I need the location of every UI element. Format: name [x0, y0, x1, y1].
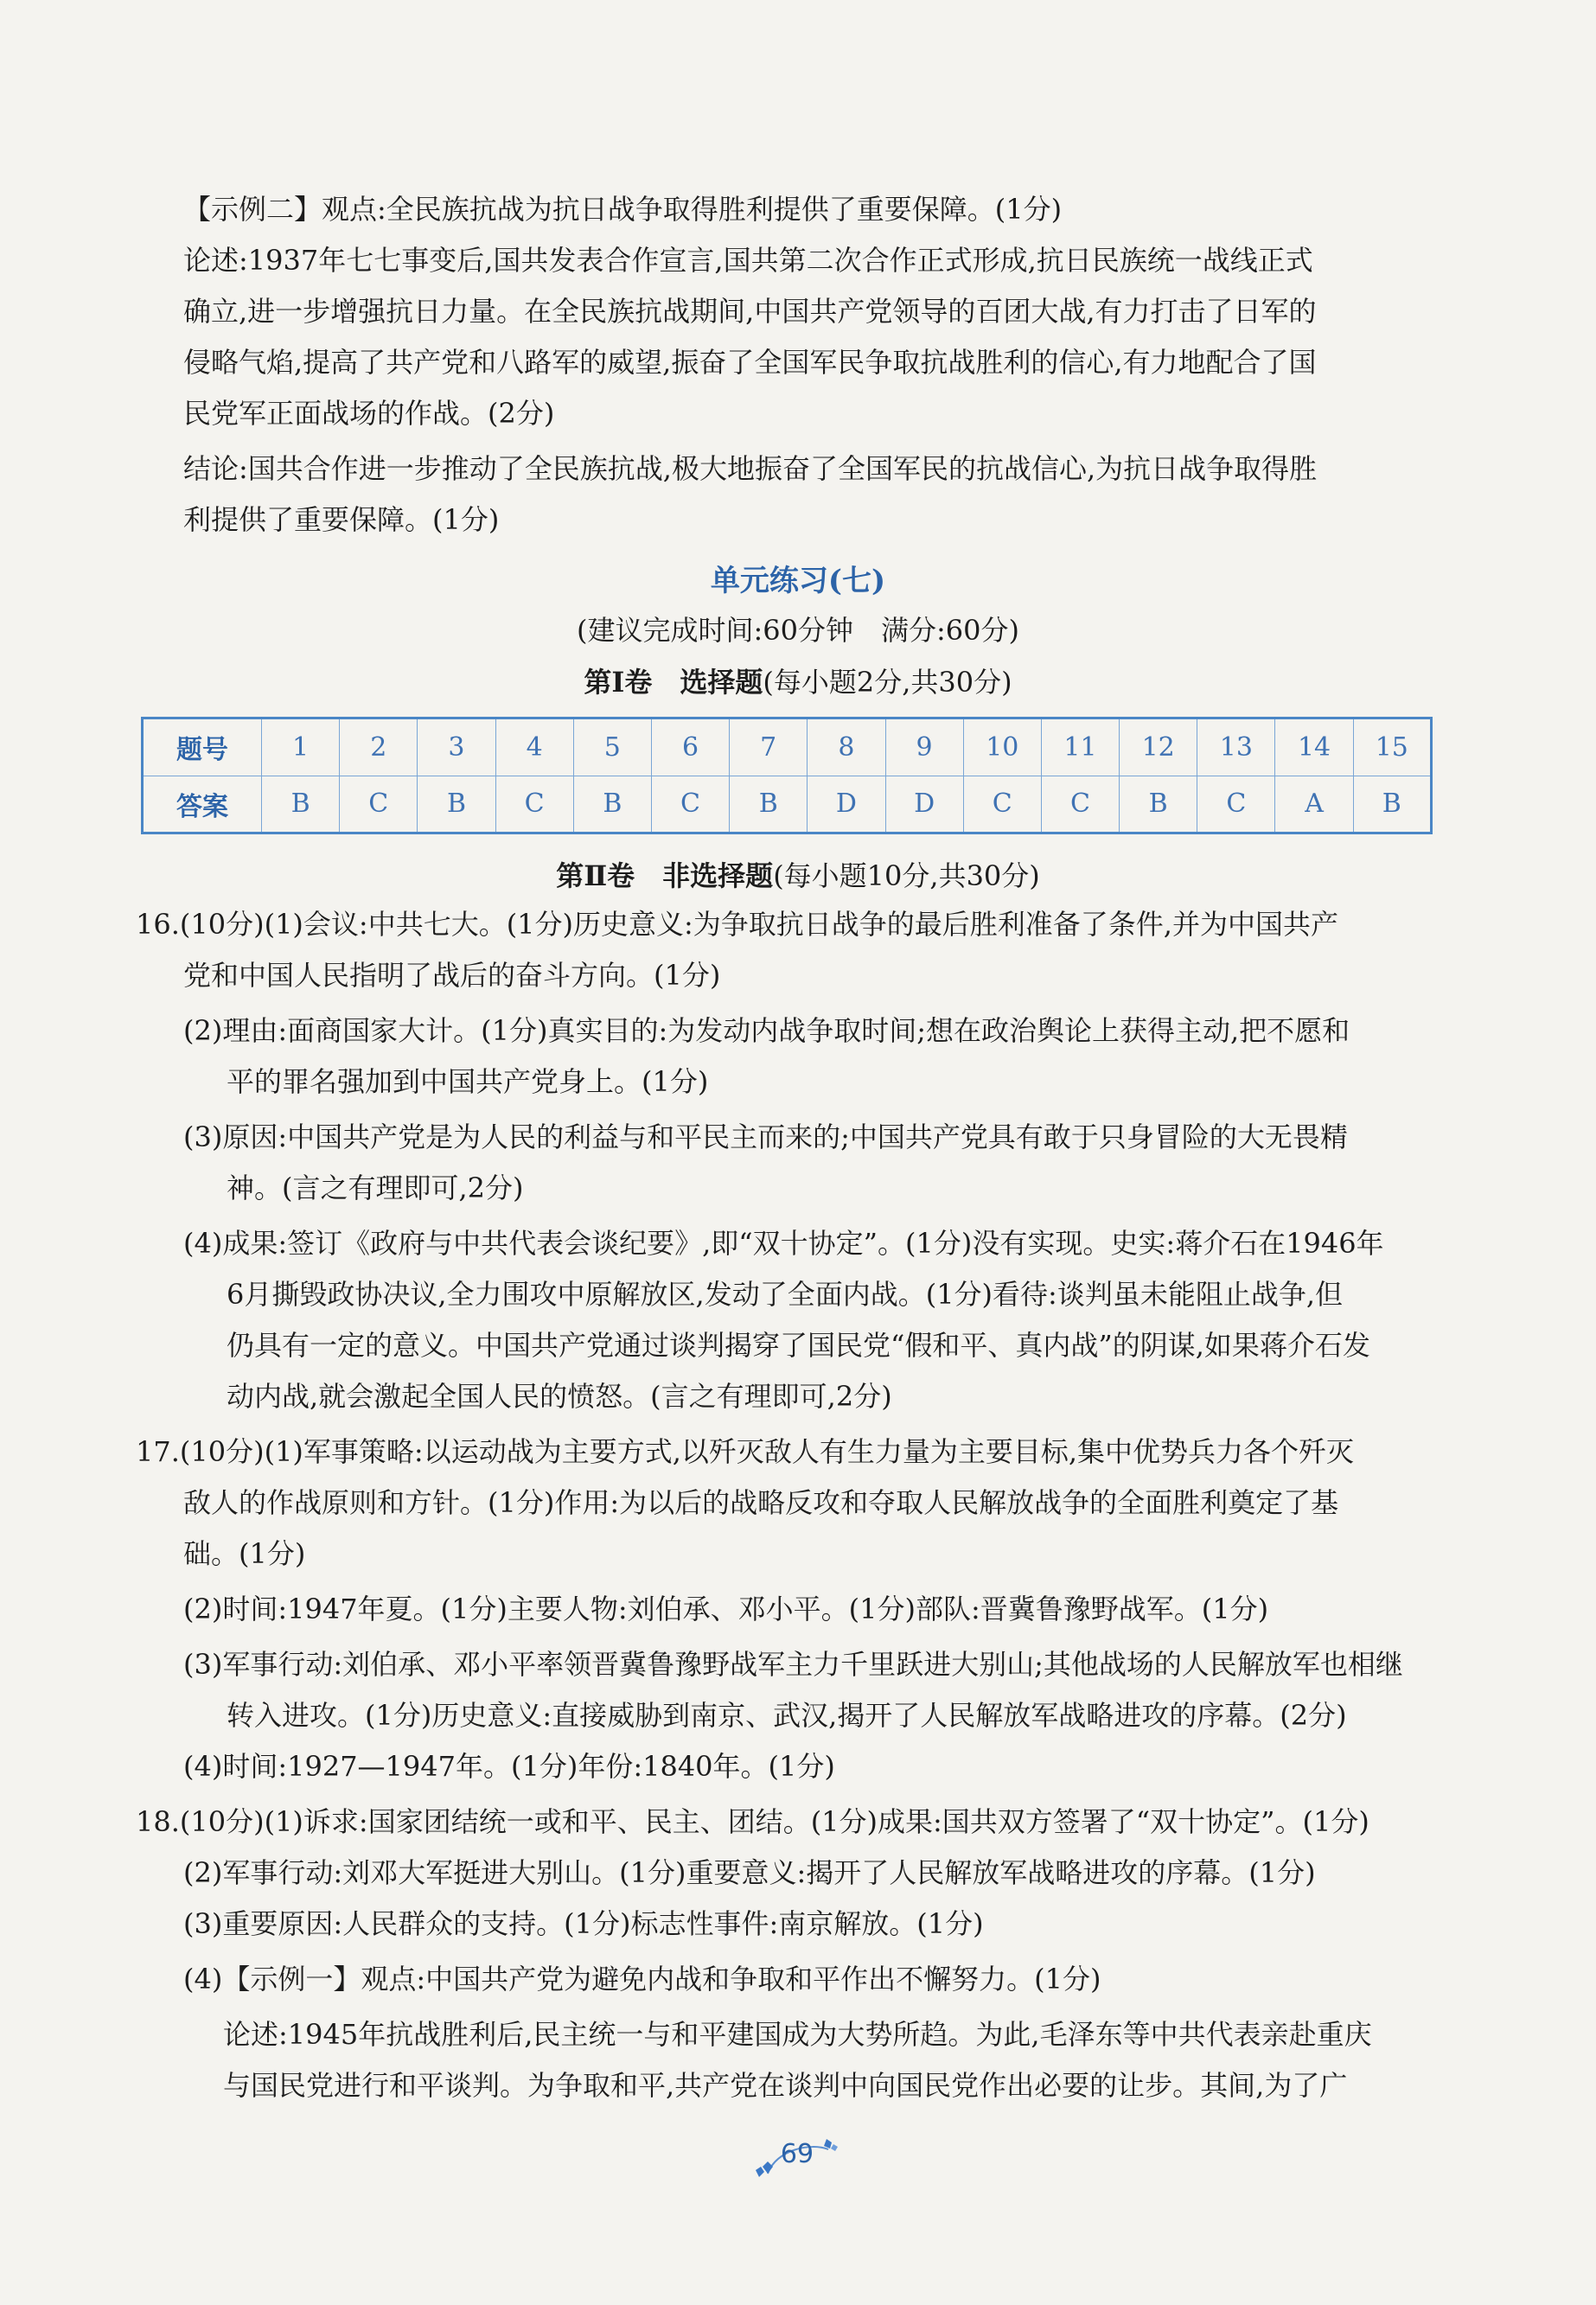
- text-line: (3)重要原因:人民群众的支持。(1分)标志性事件:南京解放。(1分): [183, 1907, 984, 1940]
- table-header-number: 题号: [143, 718, 262, 776]
- table-cell: B: [418, 776, 495, 833]
- text-line: 侵略气焰,提高了共产党和八路军的威望,振奋了全国军民争取抗战胜利的信心,有力地配合了国: [183, 346, 1317, 379]
- table-row-numbers: [143, 718, 1432, 776]
- table-cell: C: [651, 776, 729, 833]
- page-number: 69: [780, 2139, 814, 2169]
- table-cell: C: [495, 776, 573, 833]
- text-line: 结论:国共合作进一步推动了全民族抗战,极大地振奋了全国军民的抗战信心,为抗日战争取得胜: [183, 452, 1318, 485]
- text-line: 神。(言之有理即可,2分): [227, 1172, 524, 1204]
- table-cell: C: [340, 776, 418, 833]
- text-line: 仍具有一定的意义。中国共产党通过谈判揭穿了国民党“假和平、真内战”的阴谋,如果蒋介石发: [227, 1329, 1370, 1362]
- page-number-badge: [750, 2132, 846, 2184]
- text-line: (4)成果:签订《政府与中共代表会谈纪要》,即“双十协定”。(1分)没有实现。史实:蒋介石在1946年: [183, 1227, 1384, 1260]
- text-line: (4)【示例一】观点:中国共产党为避免内战和争取和平作出不懈努力。(1分): [183, 1963, 1101, 1995]
- section-1-note: (每小题2分,共30分): [763, 666, 1012, 699]
- text-line: 论述:1945年抗战胜利后,民主统一与和平建国成为大势所趋。为此,毛泽东等中共代表亲赴重庆: [223, 2018, 1372, 2051]
- table-cell: D: [885, 776, 963, 833]
- section-2-title: 第Ⅱ卷 非选择题: [556, 859, 774, 892]
- table-cell: 8: [808, 718, 885, 776]
- text-line: 17.(10分)(1)军事策略:以运动战为主要方式,以歼灭敌人有生力量为主要目标,集中优势兵力各个歼灭: [136, 1435, 1355, 1468]
- text-line: 党和中国人民指明了战后的奋斗方向。(1分): [183, 959, 721, 992]
- table-cell: 15: [1353, 718, 1431, 776]
- table-cell: B: [1120, 776, 1197, 833]
- section-1-heading: [0, 661, 1596, 700]
- section-2-note: (每小题10分,共30分): [773, 859, 1040, 892]
- table-cell: 13: [1197, 718, 1275, 776]
- table-cell: D: [808, 776, 885, 833]
- text-line: 论述:1937年七七事变后,国共发表合作宣言,国共第二次合作正式形成,抗日民族统一战线正式: [183, 244, 1313, 277]
- table-header-answer: 答案: [143, 776, 262, 833]
- table-cell: 3: [418, 718, 495, 776]
- unit-title: 单元练习(七): [710, 564, 886, 598]
- table-cell: B: [262, 776, 340, 833]
- table-cell: C: [963, 776, 1041, 833]
- text-line: 与国民党进行和平谈判。为争取和平,共产党在谈判中向国民党作出必要的让步。其间,为了广: [223, 2069, 1348, 2102]
- table-cell: 1: [262, 718, 340, 776]
- table-cell: B: [1353, 776, 1431, 833]
- text-line: (2)时间:1947年夏。(1分)主要人物:刘伯承、邓小平。(1分)部队:晋冀鲁豫野战军。(1分): [183, 1593, 1269, 1625]
- text-line: 18.(10分)(1)诉求:国家团结统一或和平、民主、团结。(1分)成果:国共双方签署了“双十协定”。(1分): [136, 1805, 1369, 1838]
- answer-table: [141, 717, 1433, 834]
- text-line: 转入进攻。(1分)历史意义:直接威胁到南京、武汉,揭开了人民解放军战略进攻的序幕。(2分): [227, 1699, 1347, 1732]
- table-cell: C: [1197, 776, 1275, 833]
- text-line: 6月撕毁政协决议,全力围攻中原解放区,发动了全面内战。(1分)看待:谈判虽未能阻止战争,但: [227, 1278, 1343, 1311]
- text-line: 利提供了重要保障。(1分): [183, 503, 500, 536]
- text-line: (3)原因:中国共产党是为人民的利益与和平民主而来的;中国共产党具有敢于只身冒险的大无畏精: [183, 1121, 1348, 1153]
- text-line: 【示例二】观点:全民族抗战为抗日战争取得胜利提供了重要保障。(1分): [183, 193, 1063, 226]
- table-cell: C: [1041, 776, 1119, 833]
- table-cell: 2: [340, 718, 418, 776]
- table-cell: 12: [1120, 718, 1197, 776]
- text-line: 确立,进一步增强抗日力量。在全民族抗战期间,中国共产党领导的百团大战,有力打击了日军的: [183, 295, 1317, 328]
- table-cell: B: [730, 776, 808, 833]
- text-line: (2)理由:面商国家大计。(1分)真实目的:为发动内战争取时间;想在政治舆论上获得主动,把不愿和: [183, 1014, 1350, 1047]
- section-2-heading: [0, 854, 1596, 894]
- text-line: 民党军正面战场的作战。(2分): [183, 397, 555, 430]
- text-line: 16.(10分)(1)会议:中共七大。(1分)历史意义:为争取抗日战争的最后胜利准备了条件,并为中国共产: [136, 908, 1338, 941]
- table-cell: 9: [885, 718, 963, 776]
- text-line: (4)时间:1927—1947年。(1分)年份:1840年。(1分): [183, 1750, 835, 1783]
- table-cell: 4: [495, 718, 573, 776]
- text-line: 动内战,就会激起全国人民的愤怒。(言之有理即可,2分): [227, 1380, 892, 1413]
- text-line: 础。(1分): [183, 1537, 306, 1570]
- text-line: (3)军事行动:刘伯承、邓小平率领晋冀鲁豫野战军主力千里跃进大别山;其他战场的人民解放军也相继: [183, 1648, 1403, 1681]
- table-cell: 7: [730, 718, 808, 776]
- table-cell: A: [1275, 776, 1353, 833]
- table-cell: 14: [1275, 718, 1353, 776]
- text-line: 平的罪名强加到中国共产党身上。(1分): [227, 1065, 709, 1098]
- text-line: (2)军事行动:刘邓大军挺进大别山。(1分)重要意义:揭开了人民解放军战略进攻的序幕。(1分): [183, 1856, 1316, 1889]
- time-note: (建议完成时间:60分钟 满分:60分): [577, 614, 1019, 647]
- table-cell: 6: [651, 718, 729, 776]
- text-line: 敌人的作战原则和方针。(1分)作用:为以后的战略反攻和夺取人民解放战争的全面胜利奠定了基: [183, 1486, 1339, 1519]
- table-cell: B: [573, 776, 651, 833]
- table-row-answers: [143, 776, 1432, 833]
- table-cell: 11: [1041, 718, 1119, 776]
- table-cell: 5: [573, 718, 651, 776]
- section-1-title: 第Ⅰ卷 选择题: [584, 666, 763, 699]
- table-cell: 10: [963, 718, 1041, 776]
